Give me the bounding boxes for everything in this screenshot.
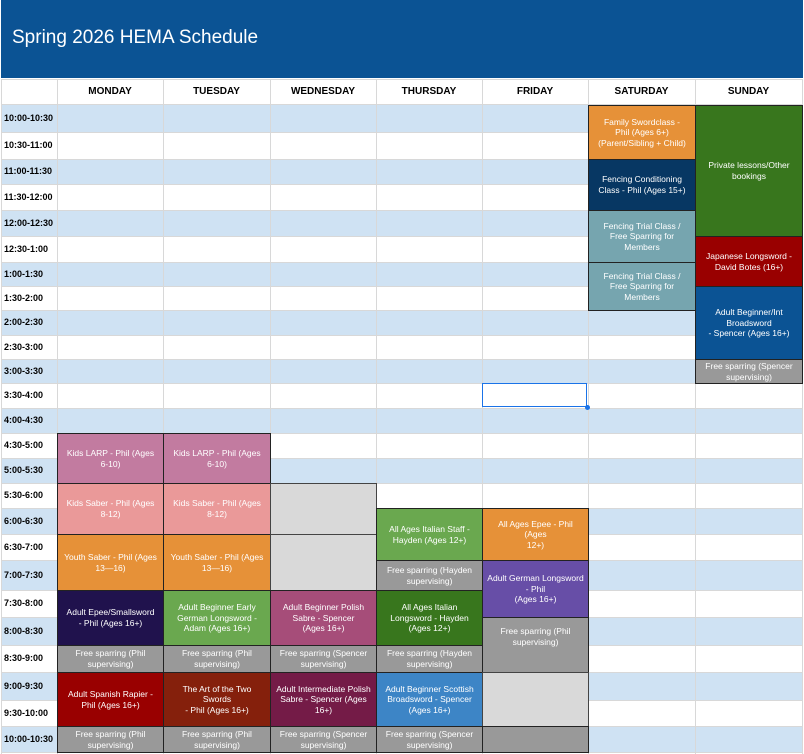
- event-block[interactable]: Japanese Longsword - David Botes (16+): [695, 236, 803, 287]
- event-block[interactable]: Youth Saber - Phil (Ages 13—16): [163, 534, 271, 591]
- event-block[interactable]: Free sparring (Phil supervising): [57, 645, 164, 673]
- event-block[interactable]: Free sparring (Phil supervising): [163, 645, 271, 673]
- time-label: 4:00-4:30: [4, 415, 44, 425]
- event-block[interactable]: Adult Beginner Polish Sabre - Spencer (Ages 16+): [270, 590, 377, 646]
- event-block[interactable]: All Ages Italian Longsword - Hayden (Ages 12+): [376, 590, 483, 646]
- time-label: 11:30-12:00: [4, 191, 53, 202]
- event-block[interactable]: All Ages Epee - Phil (Ages 12+): [482, 508, 589, 561]
- event-block[interactable]: Fencing Trial Class / Free Sparring for Members: [588, 210, 696, 263]
- event-block[interactable]: Kids LARP - Phil (Ages 6-10): [163, 433, 271, 484]
- time-label: 2:00-2:30: [4, 317, 44, 327]
- event-block[interactable]: Adult Intermediate Polish Sabre - Spencer (Ages 16+): [270, 672, 377, 727]
- event-block[interactable]: Youth Saber - Phil (Ages 13—16): [57, 534, 164, 591]
- time-label: 6:30-7:00: [4, 541, 44, 552]
- time-label: 5:00-5:30: [4, 465, 44, 475]
- event-block[interactable]: Free sparring (Spencer supervising): [695, 359, 803, 384]
- event-block[interactable]: Adult Beginner/Int Broadsword - Spencer (Ages 16+): [695, 286, 803, 360]
- event-block[interactable]: [482, 672, 589, 727]
- day-header-monday: MONDAY: [88, 86, 132, 97]
- selected-cell[interactable]: [482, 383, 587, 407]
- grid-line: [1, 408, 802, 409]
- time-label: 6:00-6:30: [4, 515, 44, 526]
- event-block[interactable]: Fencing Trial Class / Free Sparring for Members: [588, 262, 696, 311]
- time-label: 10:30-11:00: [4, 140, 53, 150]
- time-label: 3:00-3:30: [4, 365, 44, 376]
- grid-line: [1, 79, 2, 754]
- event-block[interactable]: Free sparring (Spencer supervising): [270, 726, 377, 753]
- day-header-friday: FRIDAY: [516, 86, 554, 97]
- grid-line: [1, 335, 802, 336]
- row-background: [1, 335, 802, 359]
- day-header-saturday: SATURDAY: [614, 86, 669, 97]
- event-block[interactable]: [270, 534, 377, 591]
- event-block[interactable]: Fencing Conditioning Class - Phil (Ages 15+): [588, 159, 696, 211]
- event-block[interactable]: Free sparring (Phil supervising): [482, 617, 589, 673]
- time-label: 7:30-8:00: [4, 598, 44, 608]
- time-label: 12:30-1:00: [4, 243, 49, 254]
- time-label: 8:00-8:30: [4, 625, 44, 636]
- event-block[interactable]: Free sparring (Phil supervising): [57, 726, 164, 753]
- event-block[interactable]: Free sparring (Hayden supervising): [376, 645, 483, 673]
- time-label: 12:00-12:30: [4, 217, 54, 228]
- time-label: 8:30-9:00: [4, 653, 44, 663]
- time-label: 10:00-10:30: [4, 113, 54, 123]
- page-title: Spring 2026 HEMA Schedule: [12, 27, 259, 48]
- event-block[interactable]: Adult Beginner Early German Longsword - Adam (Ages 16+): [163, 590, 271, 646]
- grid-line: [1, 383, 802, 384]
- day-header-wednesday: WEDNESDAY: [290, 86, 356, 97]
- row-background: [1, 408, 802, 433]
- event-block[interactable]: The Art of the Two Swords - Phil (Ages 16+): [163, 672, 271, 727]
- time-label: 7:00-7:30: [4, 569, 44, 580]
- event-block[interactable]: Kids Saber - Phil (Ages 8-12): [57, 483, 164, 535]
- event-block[interactable]: Private lessons/Other bookings: [695, 105, 803, 237]
- day-header-tuesday: TUESDAY: [193, 86, 240, 97]
- day-header-thursday: THURSDAY: [401, 86, 457, 97]
- row-background: [1, 310, 802, 335]
- grid-line: [1, 359, 802, 360]
- time-label: 2:30-3:00: [4, 341, 44, 352]
- time-label: 1:00-1:30: [4, 268, 44, 279]
- time-label: 5:30-6:00: [4, 490, 44, 500]
- row-background: [1, 359, 802, 383]
- event-block[interactable]: [270, 483, 377, 535]
- time-label: 3:30-4:00: [4, 390, 44, 400]
- fill-handle[interactable]: [585, 405, 590, 410]
- time-label: 11:00-11:30: [4, 166, 53, 176]
- time-label: 9:00-9:30: [4, 680, 44, 691]
- event-block[interactable]: Free sparring (Hayden supervising): [376, 560, 483, 591]
- event-block[interactable]: Family Swordclass - Phil (Ages 6+) (Parent/Sibling + Child): [588, 105, 696, 160]
- day-header-sunday: SUNDAY: [727, 86, 770, 97]
- event-block[interactable]: Adult Beginner Scottish Broadsword - Spencer (Ages 16+): [376, 672, 483, 727]
- row-background: [1, 383, 802, 408]
- time-label: 4:30-5:00: [4, 440, 44, 450]
- event-block[interactable]: Kids LARP - Phil (Ages 6-10): [57, 433, 164, 484]
- time-label: 9:30-10:00: [4, 707, 49, 718]
- event-block[interactable]: [482, 726, 589, 753]
- event-block[interactable]: Adult Spanish Rapier - Phil (Ages 16+): [57, 672, 164, 727]
- event-block[interactable]: Free sparring (Spencer supervising): [376, 726, 483, 753]
- event-block[interactable]: Free sparring (Phil supervising): [163, 726, 271, 753]
- time-label: 1:30-2:00: [4, 292, 44, 303]
- event-block[interactable]: Free sparring (Spencer supervising): [270, 645, 377, 673]
- event-block[interactable]: Adult Epee/Smallsword - Phil (Ages 16+): [57, 590, 164, 646]
- event-block[interactable]: Adult German Longsword - Phil (Ages 16+): [482, 560, 589, 618]
- event-block[interactable]: Kids Saber - Phil (Ages 8-12): [163, 483, 271, 535]
- event-block[interactable]: All Ages Italian Staff - Hayden (Ages 12+): [376, 508, 483, 561]
- time-label: 10:00-10:30: [4, 733, 54, 744]
